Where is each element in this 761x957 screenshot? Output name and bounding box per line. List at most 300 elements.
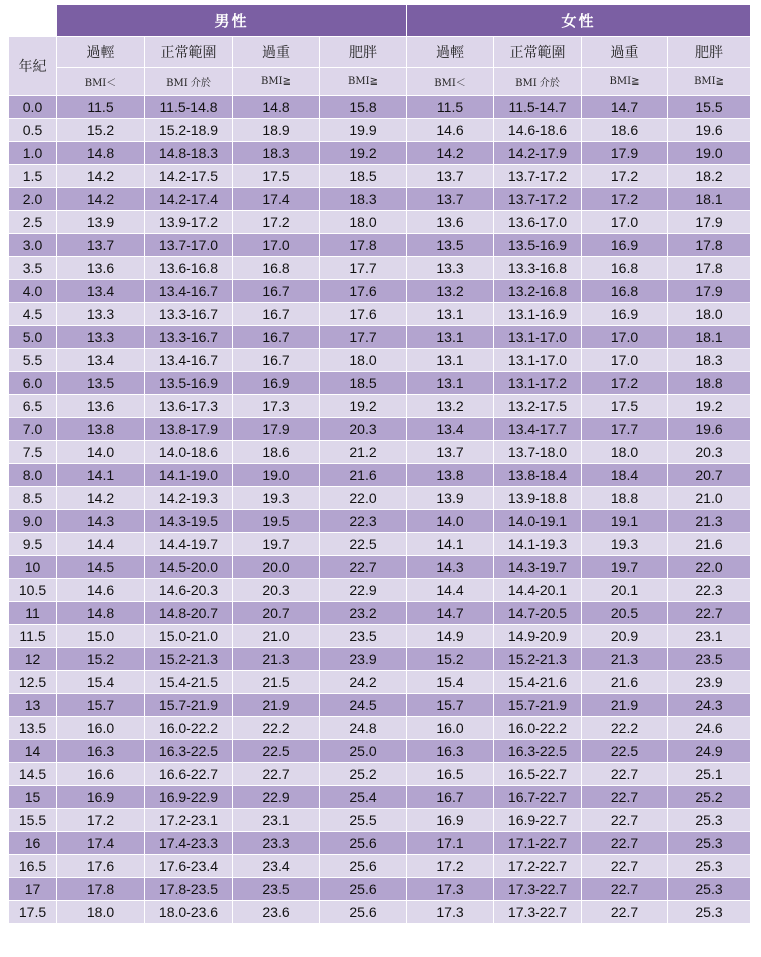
table-row	[9, 280, 751, 303]
male-underweight-cell: 13.4	[57, 280, 145, 303]
age-cell: 5.5	[9, 349, 57, 372]
male-underweight-cell: 17.4	[57, 832, 145, 855]
male-normal-header: 正常範圍	[145, 37, 233, 68]
male-normal-cell: 14.2-17.5	[145, 165, 233, 188]
age-cell: 6.5	[9, 395, 57, 418]
female-underweight-cell: 17.2	[407, 855, 494, 878]
female-obese-cell: 18.1	[668, 326, 751, 349]
female-underweight-cell: 13.4	[407, 418, 494, 441]
table-row	[9, 188, 751, 211]
table-row	[9, 878, 751, 901]
female-overweight-cell: 18.4	[582, 464, 668, 487]
male-obese-cell: 17.8	[320, 234, 407, 257]
female-obese-cell: 19.2	[668, 395, 751, 418]
female-underweight-cell: 17.1	[407, 832, 494, 855]
age-cell: 14	[9, 740, 57, 763]
female-obese-cell: 22.0	[668, 556, 751, 579]
female-overweight-cell: 17.2	[582, 372, 668, 395]
female-overweight-cell: 22.2	[582, 717, 668, 740]
female-obese-cell: 18.3	[668, 349, 751, 372]
male-obese-cell: 17.6	[320, 280, 407, 303]
female-obese-cell: 17.9	[668, 280, 751, 303]
male-header: 男性	[57, 5, 407, 37]
female-obese-cell: 25.1	[668, 763, 751, 786]
female-overweight-cell: 19.7	[582, 556, 668, 579]
male-normal-cell: 17.8-23.5	[145, 878, 233, 901]
table-row	[9, 763, 751, 786]
male-underweight-cell: 16.3	[57, 740, 145, 763]
female-underweight-cell: 16.5	[407, 763, 494, 786]
age-cell: 1.0	[9, 142, 57, 165]
female-normal-cell: 17.1-22.7	[494, 832, 582, 855]
male-overweight-cell: 14.8	[233, 96, 320, 119]
male-normal-cell: 13.6-17.3	[145, 395, 233, 418]
female-obese-cell: 21.3	[668, 510, 751, 533]
female-normal-cell: 13.7-17.2	[494, 165, 582, 188]
male-normal-cell: 13.4-16.7	[145, 280, 233, 303]
table-body	[9, 96, 751, 924]
age-header: 年紀	[9, 37, 57, 96]
table-row	[9, 602, 751, 625]
male-overweight-cell: 22.5	[233, 740, 320, 763]
male-obese-cell: 21.2	[320, 441, 407, 464]
age-cell: 16.5	[9, 855, 57, 878]
female-overweight-cell: 22.7	[582, 878, 668, 901]
age-cell: 11.5	[9, 625, 57, 648]
female-normal-cell: 16.9-22.7	[494, 809, 582, 832]
male-underweight-cell: 14.0	[57, 441, 145, 464]
female-normal-cell: 13.1-17.2	[494, 372, 582, 395]
male-underweight-cell: 16.9	[57, 786, 145, 809]
male-obese-header: 肥胖	[320, 37, 407, 68]
female-underweight-cell: 16.3	[407, 740, 494, 763]
female-underweight-cell: 11.5	[407, 96, 494, 119]
male-normal-cell: 13.3-16.7	[145, 303, 233, 326]
table-row	[9, 165, 751, 188]
male-normal-cell: 15.2-18.9	[145, 119, 233, 142]
male-overweight-cell: 22.2	[233, 717, 320, 740]
male-overweight-cell: 22.7	[233, 763, 320, 786]
female-obese-cell: 20.7	[668, 464, 751, 487]
female-normal-cell: 13.1-16.9	[494, 303, 582, 326]
table-row	[9, 96, 751, 119]
male-normal-cell: 16.0-22.2	[145, 717, 233, 740]
male-underweight-cell: 13.3	[57, 303, 145, 326]
age-cell: 16	[9, 832, 57, 855]
male-overweight-cell: 17.9	[233, 418, 320, 441]
female-underweight-cell: 14.1	[407, 533, 494, 556]
female-underweight-cell: 13.8	[407, 464, 494, 487]
female-obese-cell: 19.6	[668, 418, 751, 441]
table-row	[9, 740, 751, 763]
male-normal-cell: 13.3-16.7	[145, 326, 233, 349]
female-overweight-cell: 16.8	[582, 257, 668, 280]
male-overweight-cell: 21.5	[233, 671, 320, 694]
female-underweight-cell: 13.1	[407, 303, 494, 326]
male-underweight-cell: 14.1	[57, 464, 145, 487]
female-underweight-cell: 16.9	[407, 809, 494, 832]
female-underweight-cell: 13.1	[407, 349, 494, 372]
female-underweight-cell: 14.2	[407, 142, 494, 165]
table-row	[9, 142, 751, 165]
female-underweight-cell: 14.7	[407, 602, 494, 625]
female-underweight-sub: BMI＜	[407, 68, 494, 96]
male-normal-cell: 18.0-23.6	[145, 901, 233, 924]
female-normal-cell: 13.2-16.8	[494, 280, 582, 303]
age-cell: 8.5	[9, 487, 57, 510]
age-cell: 1.5	[9, 165, 57, 188]
male-underweight-cell: 11.5	[57, 96, 145, 119]
female-obese-cell: 18.1	[668, 188, 751, 211]
table-row	[9, 533, 751, 556]
female-overweight-cell: 17.0	[582, 211, 668, 234]
male-underweight-cell: 13.8	[57, 418, 145, 441]
female-underweight-cell: 13.6	[407, 211, 494, 234]
male-underweight-cell: 17.2	[57, 809, 145, 832]
male-obese-cell: 17.7	[320, 326, 407, 349]
male-underweight-cell: 14.8	[57, 602, 145, 625]
male-normal-cell: 11.5-14.8	[145, 96, 233, 119]
female-obese-cell: 21.6	[668, 533, 751, 556]
female-overweight-cell: 17.7	[582, 418, 668, 441]
female-overweight-cell: 22.7	[582, 763, 668, 786]
age-cell: 2.5	[9, 211, 57, 234]
female-underweight-cell: 13.3	[407, 257, 494, 280]
male-underweight-cell: 14.5	[57, 556, 145, 579]
table-row	[9, 579, 751, 602]
female-underweight-cell: 13.7	[407, 165, 494, 188]
female-obese-cell: 22.3	[668, 579, 751, 602]
female-overweight-cell: 16.8	[582, 280, 668, 303]
female-normal-cell: 14.4-20.1	[494, 579, 582, 602]
male-underweight-cell: 15.0	[57, 625, 145, 648]
female-normal-sub: BMI 介於	[494, 68, 582, 96]
female-obese-cell: 25.2	[668, 786, 751, 809]
female-overweight-cell: 20.1	[582, 579, 668, 602]
male-underweight-cell: 14.2	[57, 188, 145, 211]
male-overweight-cell: 20.3	[233, 579, 320, 602]
male-obese-cell: 23.9	[320, 648, 407, 671]
male-underweight-cell: 17.8	[57, 878, 145, 901]
female-obese-cell: 25.3	[668, 832, 751, 855]
male-underweight-cell: 15.4	[57, 671, 145, 694]
male-obese-cell: 25.6	[320, 878, 407, 901]
table-row	[9, 326, 751, 349]
female-obese-cell: 18.8	[668, 372, 751, 395]
female-normal-cell: 13.7-17.2	[494, 188, 582, 211]
male-obese-cell: 25.2	[320, 763, 407, 786]
male-obese-sub: BMI≧	[320, 68, 407, 96]
male-normal-cell: 16.9-22.9	[145, 786, 233, 809]
female-overweight-cell: 16.9	[582, 234, 668, 257]
male-normal-cell: 14.6-20.3	[145, 579, 233, 602]
male-underweight-cell: 13.7	[57, 234, 145, 257]
female-underweight-cell: 14.6	[407, 119, 494, 142]
table-row	[9, 809, 751, 832]
female-underweight-cell: 13.9	[407, 487, 494, 510]
table-row	[9, 625, 751, 648]
male-normal-cell: 14.4-19.7	[145, 533, 233, 556]
male-normal-cell: 15.0-21.0	[145, 625, 233, 648]
female-underweight-cell: 14.0	[407, 510, 494, 533]
male-underweight-cell: 14.6	[57, 579, 145, 602]
male-overweight-cell: 16.8	[233, 257, 320, 280]
male-underweight-cell: 14.2	[57, 487, 145, 510]
female-normal-cell: 13.1-17.0	[494, 326, 582, 349]
male-obese-cell: 18.5	[320, 165, 407, 188]
table-row	[9, 556, 751, 579]
table-row	[9, 418, 751, 441]
male-overweight-header: 過重	[233, 37, 320, 68]
female-overweight-cell: 19.3	[582, 533, 668, 556]
female-overweight-cell: 20.9	[582, 625, 668, 648]
table-row	[9, 395, 751, 418]
female-underweight-cell: 13.5	[407, 234, 494, 257]
table-row	[9, 648, 751, 671]
male-normal-cell: 17.6-23.4	[145, 855, 233, 878]
female-obese-header: 肥胖	[668, 37, 751, 68]
male-obese-cell: 23.2	[320, 602, 407, 625]
male-overweight-cell: 19.3	[233, 487, 320, 510]
female-underweight-cell: 13.2	[407, 395, 494, 418]
table-row	[9, 211, 751, 234]
male-overweight-cell: 20.7	[233, 602, 320, 625]
table-row	[9, 694, 751, 717]
male-overweight-cell: 16.7	[233, 326, 320, 349]
category-header-row	[9, 37, 751, 68]
male-normal-cell: 15.2-21.3	[145, 648, 233, 671]
female-normal-cell: 14.0-19.1	[494, 510, 582, 533]
female-overweight-cell: 16.9	[582, 303, 668, 326]
female-overweight-cell: 17.9	[582, 142, 668, 165]
female-overweight-sub: BMI≧	[582, 68, 668, 96]
age-cell: 0.0	[9, 96, 57, 119]
male-normal-cell: 14.2-19.3	[145, 487, 233, 510]
male-overweight-cell: 19.5	[233, 510, 320, 533]
table-row	[9, 119, 751, 142]
female-underweight-cell: 13.7	[407, 188, 494, 211]
female-overweight-cell: 22.7	[582, 809, 668, 832]
table-row	[9, 349, 751, 372]
age-cell: 12.5	[9, 671, 57, 694]
female-obese-cell: 18.0	[668, 303, 751, 326]
female-obese-cell: 18.2	[668, 165, 751, 188]
female-normal-cell: 17.3-22.7	[494, 878, 582, 901]
female-overweight-cell: 17.0	[582, 326, 668, 349]
female-overweight-cell: 22.7	[582, 832, 668, 855]
age-cell: 17.5	[9, 901, 57, 924]
male-overweight-cell: 21.3	[233, 648, 320, 671]
male-obese-cell: 18.0	[320, 211, 407, 234]
female-overweight-cell: 18.0	[582, 441, 668, 464]
female-normal-cell: 16.0-22.2	[494, 717, 582, 740]
age-cell: 17	[9, 878, 57, 901]
male-normal-cell: 13.8-17.9	[145, 418, 233, 441]
female-normal-cell: 13.1-17.0	[494, 349, 582, 372]
male-obese-cell: 21.6	[320, 464, 407, 487]
age-cell: 0.5	[9, 119, 57, 142]
male-overweight-cell: 20.0	[233, 556, 320, 579]
male-overweight-cell: 23.4	[233, 855, 320, 878]
female-overweight-cell: 17.2	[582, 165, 668, 188]
male-obese-cell: 25.5	[320, 809, 407, 832]
male-underweight-cell: 14.2	[57, 165, 145, 188]
female-normal-header: 正常範圍	[494, 37, 582, 68]
male-normal-cell: 14.8-20.7	[145, 602, 233, 625]
male-obese-cell: 25.6	[320, 901, 407, 924]
male-underweight-cell: 13.6	[57, 257, 145, 280]
male-normal-cell: 17.2-23.1	[145, 809, 233, 832]
male-underweight-cell: 17.6	[57, 855, 145, 878]
table-row	[9, 487, 751, 510]
female-normal-cell: 13.5-16.9	[494, 234, 582, 257]
age-cell: 11	[9, 602, 57, 625]
male-overweight-cell: 16.9	[233, 372, 320, 395]
female-overweight-cell: 21.6	[582, 671, 668, 694]
male-underweight-cell: 15.2	[57, 119, 145, 142]
female-obese-cell: 19.6	[668, 119, 751, 142]
age-cell: 7.5	[9, 441, 57, 464]
table-row	[9, 257, 751, 280]
male-obese-cell: 15.8	[320, 96, 407, 119]
male-obese-cell: 18.5	[320, 372, 407, 395]
table-row	[9, 901, 751, 924]
female-underweight-cell: 16.0	[407, 717, 494, 740]
male-overweight-sub: BMI≧	[233, 68, 320, 96]
female-overweight-cell: 20.5	[582, 602, 668, 625]
male-underweight-cell: 14.3	[57, 510, 145, 533]
female-underweight-cell: 15.4	[407, 671, 494, 694]
female-obese-cell: 20.3	[668, 441, 751, 464]
female-overweight-cell: 18.8	[582, 487, 668, 510]
female-header: 女性	[407, 5, 751, 37]
female-obese-cell: 22.7	[668, 602, 751, 625]
table-row	[9, 372, 751, 395]
table-row	[9, 464, 751, 487]
male-overweight-cell: 16.7	[233, 280, 320, 303]
male-overweight-cell: 23.1	[233, 809, 320, 832]
female-normal-cell: 13.6-17.0	[494, 211, 582, 234]
male-obese-cell: 24.8	[320, 717, 407, 740]
age-cell: 9.0	[9, 510, 57, 533]
male-overweight-cell: 18.6	[233, 441, 320, 464]
age-cell: 12	[9, 648, 57, 671]
female-underweight-cell: 13.2	[407, 280, 494, 303]
male-normal-cell: 15.7-21.9	[145, 694, 233, 717]
male-obese-cell: 19.2	[320, 142, 407, 165]
male-overweight-cell: 19.0	[233, 464, 320, 487]
female-normal-cell: 17.3-22.7	[494, 901, 582, 924]
male-overweight-cell: 17.2	[233, 211, 320, 234]
bmi-table	[8, 4, 751, 924]
female-normal-cell: 13.4-17.7	[494, 418, 582, 441]
female-obese-cell: 19.0	[668, 142, 751, 165]
female-obese-cell: 17.8	[668, 257, 751, 280]
male-overweight-cell: 16.7	[233, 303, 320, 326]
male-normal-cell: 14.5-20.0	[145, 556, 233, 579]
table-row	[9, 303, 751, 326]
table-row	[9, 441, 751, 464]
male-obese-cell: 22.5	[320, 533, 407, 556]
female-overweight-cell: 21.3	[582, 648, 668, 671]
male-normal-cell: 15.4-21.5	[145, 671, 233, 694]
female-obese-cell: 17.8	[668, 234, 751, 257]
female-overweight-cell: 22.5	[582, 740, 668, 763]
male-obese-cell: 25.0	[320, 740, 407, 763]
female-underweight-cell: 14.3	[407, 556, 494, 579]
female-normal-cell: 11.5-14.7	[494, 96, 582, 119]
female-overweight-cell: 22.7	[582, 786, 668, 809]
female-normal-cell: 13.7-18.0	[494, 441, 582, 464]
male-normal-cell: 13.6-16.8	[145, 257, 233, 280]
male-underweight-cell: 13.4	[57, 349, 145, 372]
male-obese-cell: 17.6	[320, 303, 407, 326]
male-overweight-cell: 18.9	[233, 119, 320, 142]
male-normal-cell: 14.2-17.4	[145, 188, 233, 211]
male-overweight-cell: 17.4	[233, 188, 320, 211]
male-obese-cell: 25.6	[320, 855, 407, 878]
age-cell: 7.0	[9, 418, 57, 441]
age-cell: 2.0	[9, 188, 57, 211]
female-obese-cell: 24.9	[668, 740, 751, 763]
table-row	[9, 234, 751, 257]
male-obese-cell: 25.6	[320, 832, 407, 855]
female-underweight-cell: 15.7	[407, 694, 494, 717]
male-overweight-cell: 21.0	[233, 625, 320, 648]
female-obese-cell: 25.3	[668, 901, 751, 924]
male-normal-cell: 17.4-23.3	[145, 832, 233, 855]
male-underweight-cell: 18.0	[57, 901, 145, 924]
table-row	[9, 510, 751, 533]
age-cell: 8.0	[9, 464, 57, 487]
age-cell: 3.0	[9, 234, 57, 257]
female-normal-cell: 16.5-22.7	[494, 763, 582, 786]
female-obese-cell: 24.3	[668, 694, 751, 717]
female-obese-cell: 24.6	[668, 717, 751, 740]
male-obese-cell: 25.4	[320, 786, 407, 809]
age-cell: 3.5	[9, 257, 57, 280]
male-normal-cell: 14.8-18.3	[145, 142, 233, 165]
male-overweight-cell: 22.9	[233, 786, 320, 809]
male-underweight-cell: 15.7	[57, 694, 145, 717]
male-overweight-cell: 16.7	[233, 349, 320, 372]
female-normal-cell: 14.7-20.5	[494, 602, 582, 625]
male-obese-cell: 19.2	[320, 395, 407, 418]
gender-header-blank	[9, 5, 57, 37]
male-normal-cell: 13.4-16.7	[145, 349, 233, 372]
female-normal-cell: 13.3-16.8	[494, 257, 582, 280]
table-row	[9, 717, 751, 740]
male-obese-cell: 22.0	[320, 487, 407, 510]
male-obese-cell: 18.3	[320, 188, 407, 211]
male-underweight-header: 過輕	[57, 37, 145, 68]
female-normal-cell: 14.2-17.9	[494, 142, 582, 165]
age-cell: 13	[9, 694, 57, 717]
age-cell: 6.0	[9, 372, 57, 395]
female-obese-cell: 21.0	[668, 487, 751, 510]
age-cell: 10	[9, 556, 57, 579]
male-underweight-cell: 14.8	[57, 142, 145, 165]
age-cell: 4.0	[9, 280, 57, 303]
female-normal-cell: 14.6-18.6	[494, 119, 582, 142]
female-normal-cell: 15.7-21.9	[494, 694, 582, 717]
male-normal-cell: 13.5-16.9	[145, 372, 233, 395]
female-normal-cell: 13.9-18.8	[494, 487, 582, 510]
age-cell: 14.5	[9, 763, 57, 786]
female-underweight-cell: 13.1	[407, 372, 494, 395]
male-obese-cell: 24.5	[320, 694, 407, 717]
male-underweight-cell: 13.6	[57, 395, 145, 418]
